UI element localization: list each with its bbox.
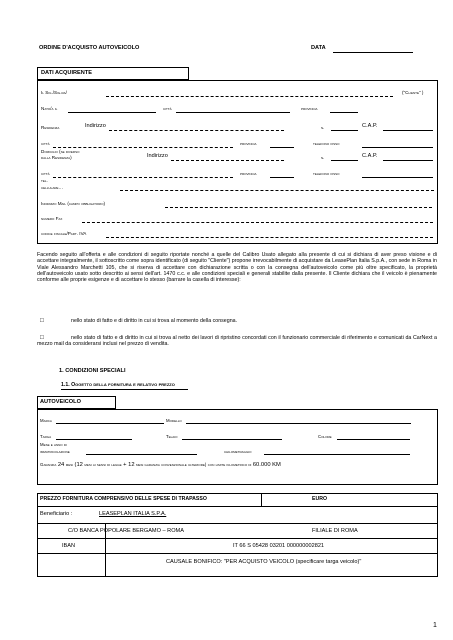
acquirente-box — [37, 80, 438, 244]
garanzia-b: 24 — [57, 462, 65, 468]
mese-field[interactable] — [86, 454, 197, 455]
provincia3-field[interactable] — [270, 177, 294, 178]
banca-text: C/O BANCA POPOLARE BERGAMO – ROMA — [68, 528, 184, 534]
sig-label: Il Sig./Sig.ra/ — [41, 90, 67, 95]
telefono-label: telefono fisso — [313, 141, 340, 146]
targa-field[interactable] — [56, 439, 132, 440]
n2-label: n. — [321, 155, 325, 160]
telaio-field[interactable] — [182, 439, 282, 440]
document-title: ORDINE D'ACQUISTO AUTOVEICOLO — [39, 45, 140, 51]
cellulare-field[interactable] — [120, 190, 434, 191]
tel-label: tel. — [41, 178, 48, 183]
iban-value: IT 66 S 05428 03201 000000002821 — [233, 543, 325, 549]
cf-label: codice fiscale/Part. IVA — [41, 231, 87, 236]
cellulare-label: cellulare… — [41, 185, 64, 190]
nato-field[interactable] — [68, 112, 156, 113]
n-field[interactable] — [331, 130, 358, 131]
iban-label: IBAN — [62, 543, 76, 549]
provincia3-label: provincia — [240, 171, 257, 176]
mese-label-1: Mese e anno di — [40, 442, 67, 447]
garanzia-d: (12 — [74, 462, 83, 468]
date-label: DATA — [311, 45, 326, 51]
provincia-field[interactable] — [330, 112, 358, 113]
prezzo-title: PREZZO FORNITURA COMPRENSIVO DELLE SPESE DI TRAPASSO — [40, 496, 207, 502]
citta3-field[interactable] — [53, 177, 233, 178]
prezzo-vline-left — [105, 523, 106, 577]
cap-field[interactable] — [383, 130, 433, 131]
citta2-field[interactable] — [53, 147, 233, 148]
n-label: n. — [321, 125, 325, 130]
autoveicolo-box — [37, 409, 438, 485]
targa-label: Targa — [40, 434, 52, 439]
km-label: chilometraggio — [224, 449, 252, 454]
cap2-field[interactable] — [383, 160, 433, 161]
citta-field[interactable] — [176, 112, 290, 113]
mail-field[interactable] — [165, 207, 432, 208]
citta3-label: città — [41, 171, 50, 176]
domicilio-label-2: dalla Residenza) — [41, 155, 72, 160]
cf-field[interactable] — [106, 237, 433, 238]
beneficiario-label: Beneficiario : — [40, 511, 73, 517]
euro-label: EURO — [312, 496, 327, 502]
citta2-label: città — [41, 141, 50, 146]
date-field[interactable] — [333, 52, 413, 53]
mail-label: Indirizzo Mail (campo obbligatorio) — [41, 201, 106, 206]
fax-label: numero Fax — [41, 216, 63, 221]
prezzo-vline-top — [261, 493, 262, 506]
telefono3-field[interactable] — [362, 177, 433, 178]
acquirente-section-title: DATI ACQUIRENTE — [41, 70, 92, 76]
colore-field[interactable] — [337, 439, 410, 440]
option-2-text: nello stato di fatto e di diritto in cui si trova al netto dei lavori di ripristino concordati con il funzionario commerciale di riferimento e comunicati da CarNext a mezzo mail da considerarsi inclusi nel prezzo di vendita. — [37, 335, 437, 348]
garanzia-h: con limite kilometrico di — [207, 462, 252, 467]
checkbox-option-1[interactable]: □ — [40, 317, 44, 324]
n2-field[interactable] — [331, 160, 358, 161]
prezzo-divider-2 — [37, 523, 438, 524]
prezzo-divider-1 — [37, 506, 438, 507]
autoveicolo-section-title: AUTOVEICOLO — [40, 399, 81, 405]
garanzia-i: 60.000 KM — [252, 462, 281, 468]
marca-field[interactable] — [56, 423, 164, 424]
garanzia-e: mesi ai sensi di legge — [84, 462, 122, 467]
garanzia-text — [40, 462, 281, 468]
prezzo-divider-3 — [37, 538, 438, 539]
marca-label: Marca — [40, 418, 52, 423]
garanzia-f: + 12 — [123, 462, 135, 468]
nato-label: Nato/a il — [41, 106, 58, 111]
indirizzo-field[interactable] — [109, 130, 284, 131]
condizioni-heading: 1. CONDIZIONI SPECIALI — [59, 368, 126, 374]
garanzia-c: mesi — [65, 462, 74, 467]
condizioni-subheading: 1.1. Oggetto della fornitura e relativo prezzo — [61, 382, 175, 388]
km-field[interactable] — [264, 454, 410, 455]
filiale-text: FILIALE DI ROMA — [312, 528, 358, 534]
domicilio-label-1: Domicilio (se diverso — [41, 149, 80, 154]
prezzo-divider-4 — [37, 553, 438, 554]
subheading-underline — [61, 389, 188, 390]
modello-field[interactable] — [186, 423, 411, 424]
cap2-label: C.A.P. — [362, 153, 378, 159]
causale-text: CAUSALE BONIFICO: "PER ACQUISTO VEICOLO (specificare targa veicolo)" — [166, 559, 362, 565]
indirizzo2-value: Indirizzo — [147, 153, 168, 159]
garanzia-a: Garanzia — [40, 462, 57, 467]
option-1-text: nello stato di fatto e di diritto in cui si trova al momento della consegna. — [71, 318, 238, 324]
telefono-field[interactable] — [362, 147, 433, 148]
provincia2-field[interactable] — [270, 147, 294, 148]
condizioni-paragraph: Facendo seguito all'offerta e alle condizioni di seguito riportate nonché a quelle del Calibro Usato allegato alla presente di cui si dichiara di aver preso visione e di accettare integralmente, il sottoscritto come sopra identificato (di seguito "Cliente") propone irrevocabilmente di acquistare da LeasePlan Italia S.p.A., con sede in Roma in Viale Alessandro Marchetti 105, che si riserva di accettare con dichiarazione scritta o con la consegna dell'autoveicolo come più oltre specificato, la proprietà dell'autoveicolo usato sotto descritto ai sensi dell'art. 1470 c.c. e alle condizioni speciali e generali stabilite dalla presente. Il Cliente dichiara che il veicolo è pienamente conforme alle proprie esigenze e di accettare lo stesso (barrare la casella di interesse): — [37, 252, 437, 284]
colore-label: Colore — [318, 434, 332, 439]
sig-field[interactable] — [106, 96, 393, 97]
modello-label: Modello — [166, 418, 182, 423]
garanzia-g: mesi garanzia convenzionale ulteriore) — [136, 462, 207, 467]
indirizzo-value: Indirizzo — [85, 123, 106, 129]
beneficiario-value: LEASEPLAN ITALIA S.P.A. — [99, 511, 167, 517]
citta-label: città — [163, 106, 172, 111]
fax-field[interactable] — [82, 222, 433, 223]
residenza-label: Residenza — [41, 125, 60, 130]
cap-label: C.A.P. — [362, 123, 378, 129]
telefono3-label: telefono fisso — [313, 171, 340, 176]
mese-label-2: immatricolazione — [40, 449, 70, 454]
indirizzo2-field[interactable] — [171, 160, 284, 161]
provincia-label: provincia — [301, 106, 318, 111]
telaio-label: Telaio — [166, 434, 178, 439]
page-number: 1 — [433, 622, 437, 629]
checkbox-option-2[interactable]: □ — [40, 334, 44, 341]
cliente-label: ("Cliente" ) — [402, 90, 424, 95]
provincia2-label: provincia — [240, 141, 257, 146]
